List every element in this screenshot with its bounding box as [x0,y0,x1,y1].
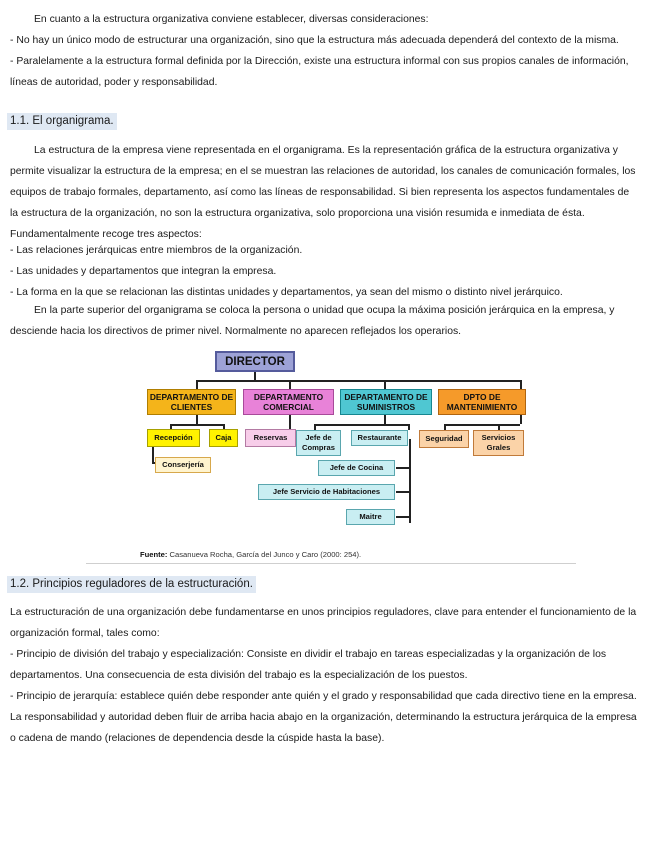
connector-line [384,415,386,424]
source-text: Casanueva Rocha, García del Junco y Caro (2000: 254). [167,550,362,559]
connector-line [520,380,522,389]
intro-paragraph: En cuanto a la estructura organizativa conviene establecer, diversas consideraciones: [34,14,429,25]
connector-line [396,491,410,493]
chart-divider [86,563,576,564]
organigrama-paragraph: La estructura de la empresa viene representada en el organigrama. Es la representación gráfica de la estructura organizativa y permite visualizar la estructura de la empresa; en el se muestran las relaciones de autoridad, los canales de comunicación formales, los equipos de trabajo formales, departamento, así como las líneas de responsabilidad. Si bien representa los aspectos fundamentales de la estructura de la organización, no son la estructura organizativa, solo proporciona una visión resumida e inmediata de ésta. [10,145,636,219]
intro-bullet-1: - No hay un único modo de estructurar una organización, sino que la estructura más adecuada dependerá del contexto de la misma. [10,35,619,46]
org-box-servicios-grales: Servicios Grales [473,430,524,456]
org-chart [86,345,576,567]
org-box-restaurante: Restaurante [351,430,408,446]
aspect-bullet-2: - Las unidades y departamentos que integran la empresa. [10,266,277,277]
org-box-comercial: DEPARTAMENTO COMERCIAL [243,389,334,415]
intro-bullet-2: - Paralelamente a la estructura formal definida por la Dirección, existe una estructura informal con sus propios canales de información, líneas de autoridad, poder y responsabilidad. [10,56,629,88]
chart-source [140,550,361,559]
org-box-director: DIRECTOR [215,351,295,372]
connector-line [314,424,410,426]
org-box-clientes: DEPARTAMENTO DE CLIENTES [147,389,236,415]
connector-line [170,424,224,426]
org-box-suministros: DEPARTAMENTO DE SUMINISTROS [340,389,432,415]
connector-line [384,380,386,389]
org-box-mantenimiento: DPTO DE MANTENIMIENTO [438,389,526,415]
source-label: Fuente: [140,550,168,559]
organigrama-top-paragraph: En la parte superior del organigrama se coloca la persona o unidad que ocupa la máxima posición jerárquica en la empresa, y desciende hacia los directivos de primer nivel. Normalmente no aparecen reflejados los operarios. [10,305,615,337]
connector-line [196,380,522,382]
principio-bullet-2: - Principio de jerarquía: establece quién debe responder ante quién y el grado y responsabilidad que cada directivo tiene en la empresa. La responsabilidad y autoridad deben fluir de arriba hacia abajo en la organización, determinando la estructura jerárquica de la empresa o cadena de mando (relaciones de dependencia desde la cúspide hasta la base). [10,691,637,744]
section-heading-principios: 1.2. Principios reguladores de la estructuración. [7,576,256,593]
connector-line [408,424,410,430]
org-box-seguridad: Seguridad [419,430,469,448]
connector-line [396,516,410,518]
connector-line [444,424,520,426]
section-heading-organigrama: 1.1. El organigrama. [7,113,117,130]
principios-paragraph: La estructuración de una organización debe fundamentarse en unos principios reguladores, clave para entender el funcionamiento de la organización formal, tales como: [10,607,637,639]
connector-line [289,380,291,389]
org-box-caja: Caja [209,429,238,447]
org-box-maitre: Maitre [346,509,395,525]
connector-line [196,380,198,389]
connector-line [396,467,410,469]
aspect-bullet-1: - Las relaciones jerárquicas entre miembros de la organización. [10,245,303,256]
connector-line [152,447,154,463]
aspect-bullet-3: - La forma en la que se relacionan las distintas unidades y departamentos, ya sean del mismo o distinto nivel jerárquico. [10,287,563,298]
org-box-reservas: Reservas [245,429,296,447]
connector-line [409,439,411,523]
org-box-jefe-habitaciones: Jefe Servicio de Habitaciones [258,484,395,500]
connector-line [520,415,522,424]
aspects-intro: Fundamentalmente recoge tres aspectos: [10,229,202,240]
principio-bullet-1: - Principio de división del trabajo y especialización: Consiste en dividir el trabajo en tareas especializadas y la organización de los departamentos. Una consecuencia de esta división del trabajo es la especialización de los puestos. [10,649,607,681]
org-box-jefe-compras: Jefe de Compras [296,430,341,456]
org-box-recepcion: Recepción [147,429,200,447]
connector-line [196,415,198,424]
org-box-conserjeria: Conserjería [155,457,211,473]
org-box-jefe-cocina: Jefe de Cocina [318,460,395,476]
